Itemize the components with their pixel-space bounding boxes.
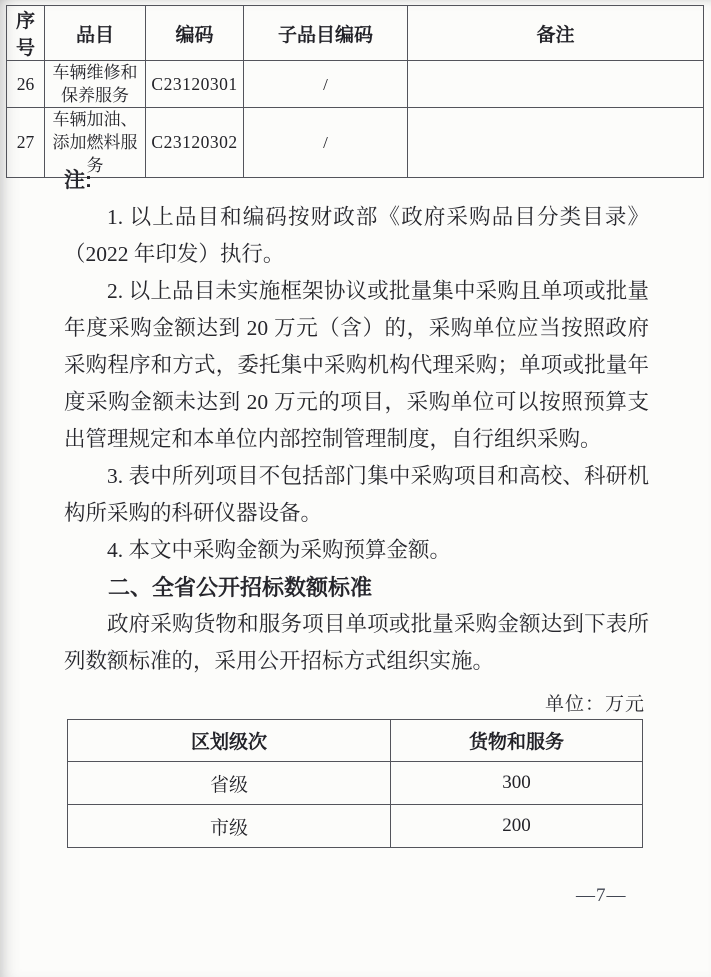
table-row xyxy=(68,762,643,805)
cell-amount: 300 xyxy=(391,762,643,805)
cell-code: C23120301 xyxy=(146,61,244,108)
cell-item: 车辆加油、添加燃料服务 xyxy=(45,108,146,178)
section-paragraph: 政府采购货物和服务项目单项或批量采购金额达到下表所列数额标准的，采用公开招标方式组织实施。 xyxy=(64,612,649,673)
cell-amount: 200 xyxy=(391,805,643,848)
cell-level: 市级 xyxy=(68,805,391,848)
cell-level: 省级 xyxy=(68,762,391,805)
column-header-code: 编码 xyxy=(146,6,244,61)
unit-label: 单位：万元 xyxy=(544,694,645,715)
column-header-note: 备注 xyxy=(408,6,704,61)
cell-code: C23120302 xyxy=(146,108,244,178)
cell-note xyxy=(408,61,704,108)
page-number: —7— xyxy=(576,885,627,906)
note-item-2: 2. 以上品目未实施框架协议或批量集中采购且单项或批量年度采购金额达到 20 万元（含）的，采购单位应当按照政府采购程序和方式，委托集中采购机构代理采购；单项或批量年度采购金额未达到 20 万元的项目，采购单位可以按照预算支出管理规定和本单位内部控制管理制度，自行组织采购。 xyxy=(64,279,649,451)
note-item-1: 1. 以上品目和编码按财政部《政府采购品目分类目录》（2022 年印发）执行。 xyxy=(64,205,649,266)
items-table xyxy=(6,5,704,178)
table-row xyxy=(68,805,643,848)
cell-seq: 26 xyxy=(7,61,45,108)
items-table-header-row xyxy=(7,6,704,61)
table-row xyxy=(7,61,704,108)
column-header-amount: 货物和服务 xyxy=(391,720,643,762)
cell-seq: 27 xyxy=(7,108,45,178)
column-header-seq: 序号 xyxy=(7,6,45,61)
column-header-level: 区划级次 xyxy=(68,720,391,762)
column-header-subcode: 子品目编码 xyxy=(244,6,408,61)
notes-label: 注: xyxy=(64,169,92,192)
threshold-table-header-row xyxy=(68,720,643,762)
note-item-3: 3. 表中所列项目不包括部门集中采购项目和高校、科研机构所采购的科研仪器设备。 xyxy=(64,464,649,525)
notes-section xyxy=(64,162,649,680)
cell-item: 车辆维修和保养服务 xyxy=(45,61,146,108)
cell-subcode: / xyxy=(244,108,408,178)
cell-subcode: / xyxy=(244,61,408,108)
threshold-table xyxy=(67,719,643,848)
section-heading: 二、全省公开招标数额标准 xyxy=(108,575,373,600)
note-item-4: 4. 本文中采购金额为采购预算金额。 xyxy=(107,538,452,562)
column-header-item: 品目 xyxy=(45,6,146,61)
